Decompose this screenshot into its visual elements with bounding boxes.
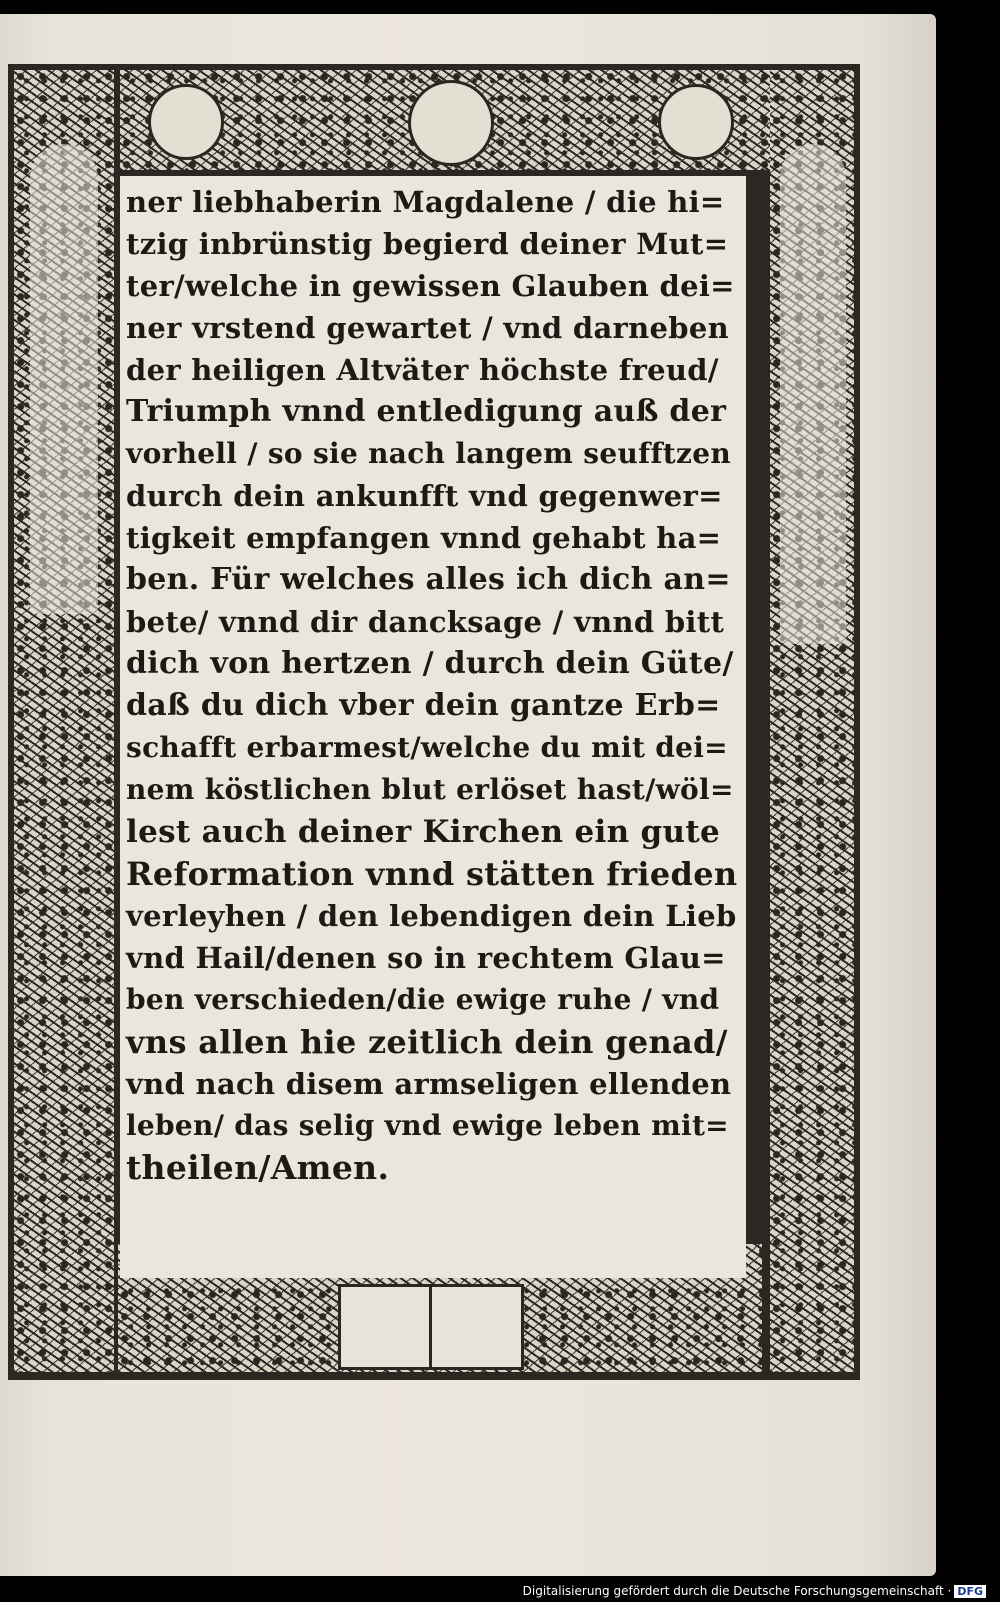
text-line: theilen/Amen. — [126, 1148, 390, 1187]
text-line: tzig inbrünstig begierd deiner Mut= — [126, 227, 729, 261]
text-line: ner vrstend gewartet / vnd darneben — [126, 311, 729, 345]
text-line: lest auch deiner Kirchen ein gute — [126, 814, 720, 850]
text-line: durch dein ankunfft vnd gegenwer= — [126, 479, 723, 513]
sun-face-icon — [408, 80, 494, 166]
text-line: vnd nach disem armseligen ellenden — [126, 1067, 732, 1101]
saint-figure-right — [780, 144, 846, 644]
text-line: Reformation vnnd stätten frieden — [126, 855, 738, 893]
text-line: vorhell / so sie nach langem seufftzen — [126, 437, 732, 470]
text-line: Triumph vnnd entledigung auß der — [126, 394, 727, 429]
text-line: daß du dich vber dein gantze Erb= — [126, 688, 721, 723]
credit-text: Digitalisierung gefördert durch die Deutsche Forschungsgemeinschaft · — [522, 1584, 952, 1598]
text-line: dich von hertzen / durch dein Güte/ — [126, 646, 734, 681]
rosette-icon — [148, 84, 224, 160]
text-line: bete/ vnnd dir dancksage / vnnd bitt — [126, 605, 725, 639]
rosette-icon — [658, 84, 734, 160]
text-line: ter/welche in gewissen Glauben dei= — [126, 269, 735, 303]
text-line: ben verschieden/die ewige ruhe / vnd — [126, 983, 720, 1016]
text-line: ner liebhaberin Magdalene / die hi= — [126, 185, 725, 219]
text-line: nem köstlichen blut erlöset hast/wöl= — [126, 773, 734, 806]
text-line: tigkeit empfangen vnnd gehabt ha= — [126, 521, 722, 555]
text-line: vnd Hail/denen so in rechtem Glau= — [126, 941, 726, 975]
text-line: leben/ das selig vnd ewige leben mit= — [126, 1109, 729, 1142]
text-line: vns allen hie zeitlich dein genad/ — [126, 1023, 728, 1061]
saint-figure-left — [30, 144, 98, 614]
text-line: der heiligen Altväter höchste freud/ — [126, 353, 719, 387]
open-book-icon — [338, 1284, 524, 1370]
digitization-credit — [523, 1584, 986, 1598]
text-line: schafft erbarmest/welche du mit dei= — [126, 731, 728, 764]
text-line: ben. Für welches alles ich dich an= — [126, 562, 731, 597]
text-line: verleyhen / den lebendigen dein Lieb — [126, 899, 737, 933]
dfg-logo: DFG — [954, 1585, 986, 1598]
